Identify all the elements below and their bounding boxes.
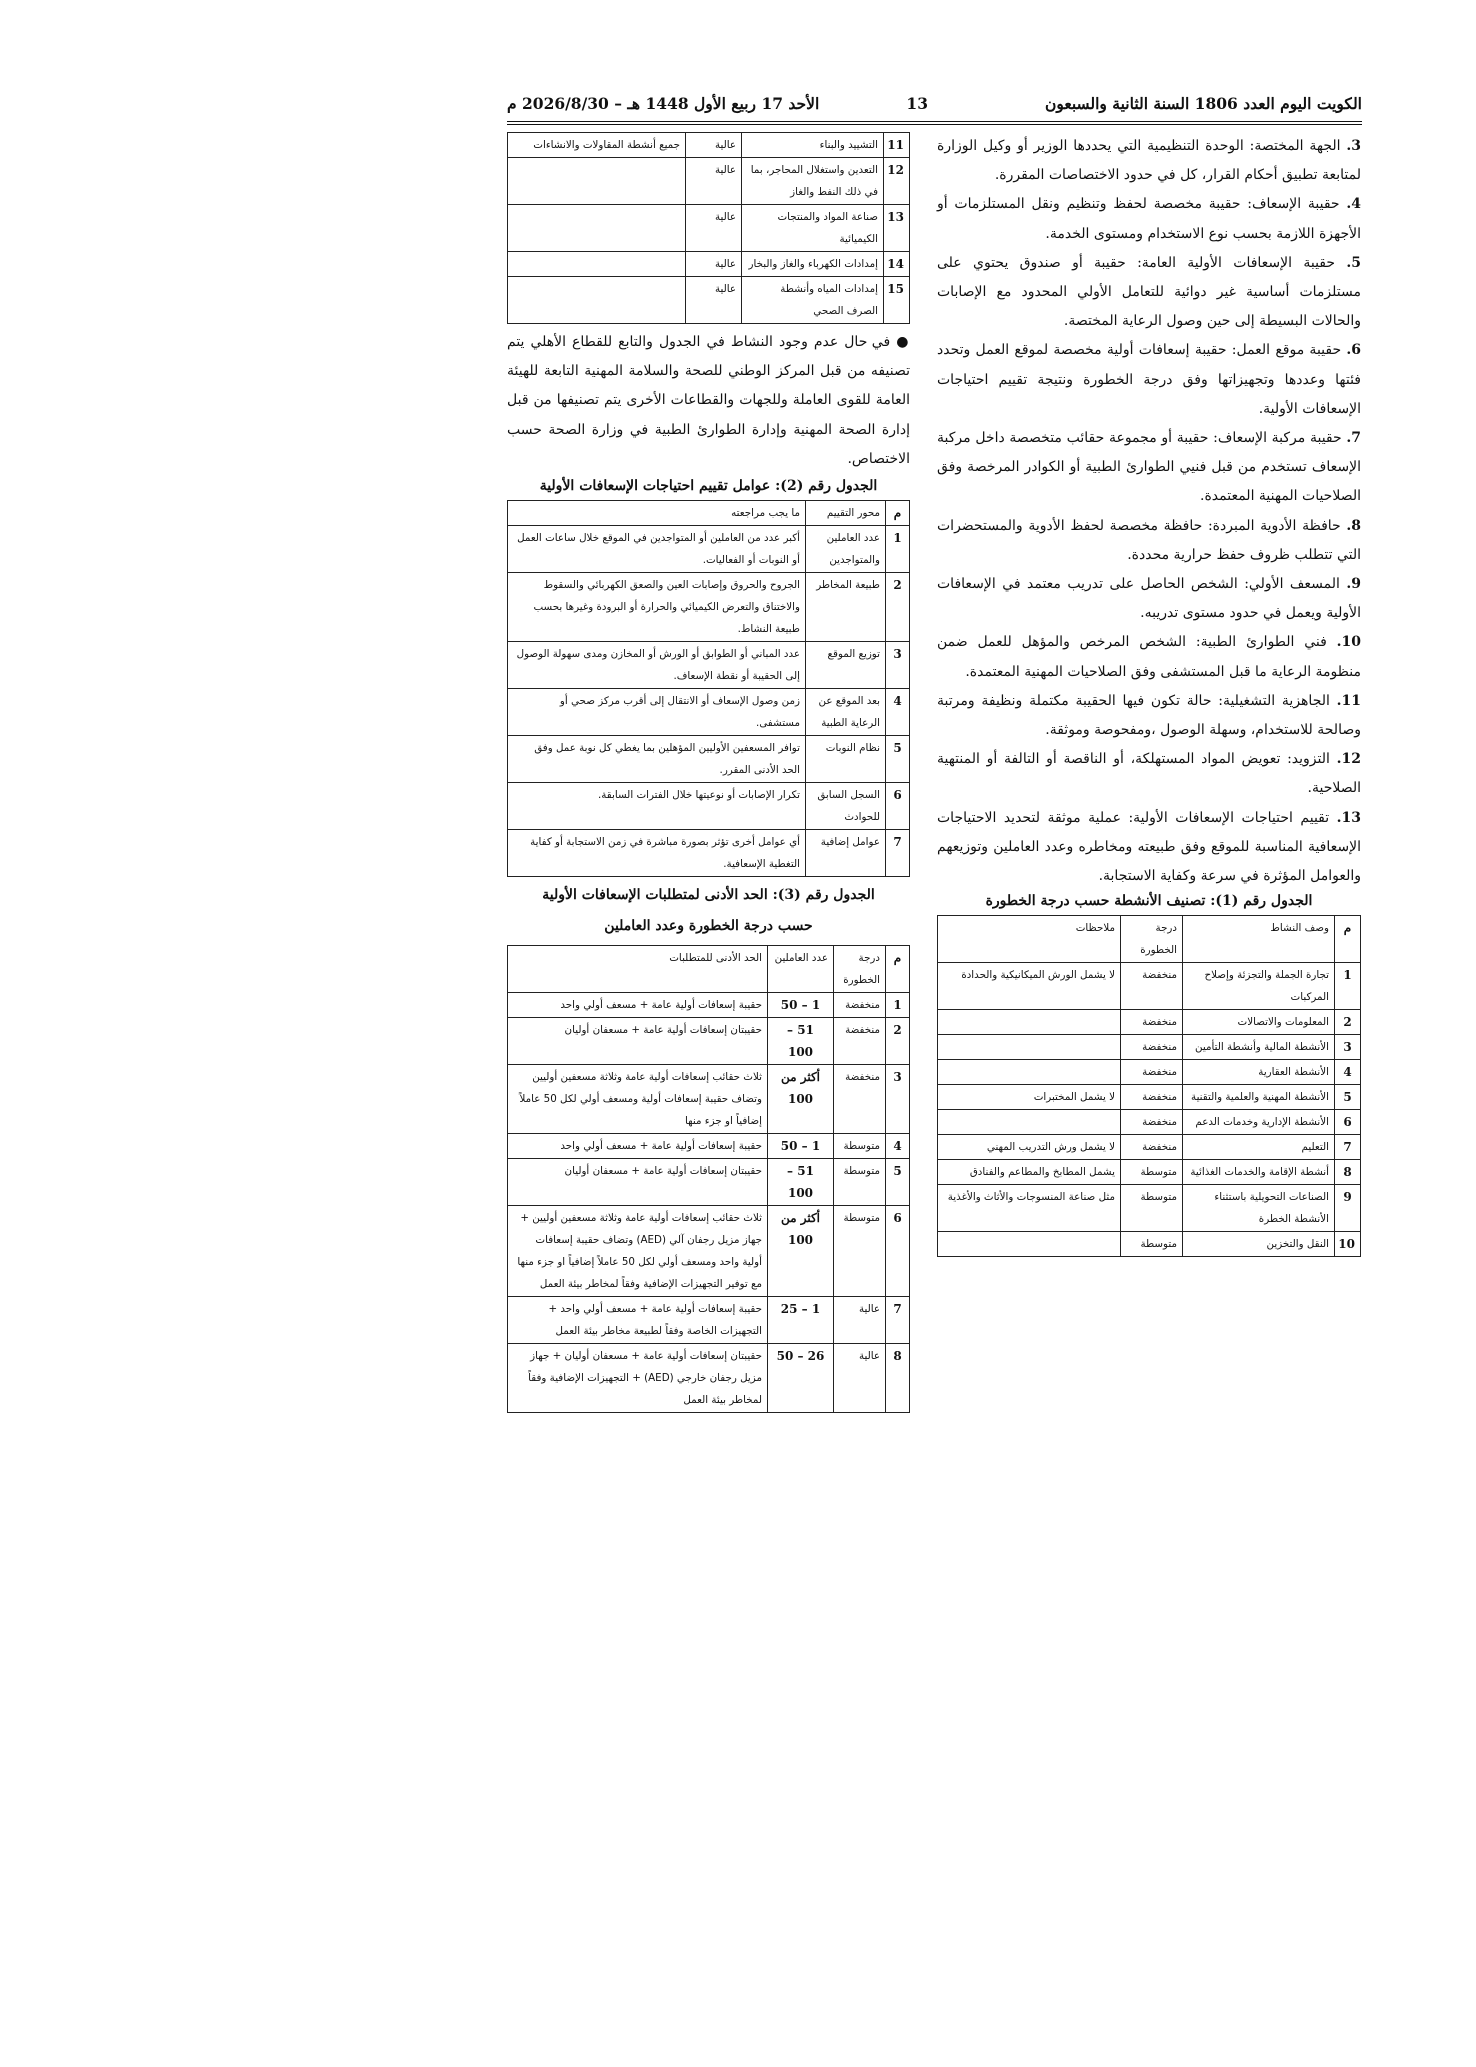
column-header: الحد الأدنى للمتطلبات [508, 946, 768, 993]
table-cell [938, 1060, 1121, 1085]
table-cell: متوسطة [1121, 1232, 1183, 1257]
definition-text: المسعف الأولي: الشخص الحاصل على تدريب معتمد في الإسعافات الأولية ويعمل في حدود مستوى تدريبه. [937, 576, 1361, 622]
page-number: 13 [906, 94, 928, 113]
definition-number: 10. [1336, 634, 1362, 651]
definition-item [937, 190, 1361, 248]
definitions-list [937, 132, 1361, 891]
table-cell: الصناعات التحويلية باستثناء الأنشطة الخطرة [1183, 1185, 1335, 1232]
page-header [507, 94, 1362, 120]
table-cell: منخفضة [1121, 963, 1183, 1010]
table-row [508, 277, 910, 324]
table-cell: عدد العاملين والمتواجدين [806, 526, 886, 573]
table-cell: حقيبة إسعافات أولية عامة + مسعف أولي واحد [508, 993, 768, 1018]
table-cell: عالية [686, 133, 742, 158]
table-cell [938, 1035, 1121, 1060]
table-row [508, 573, 910, 642]
table-cell: حقيبة إسعافات أولية عامة + مسعف أولي واحد [508, 1134, 768, 1159]
table-cell: النقل والتخزين [1183, 1232, 1335, 1257]
table-cell: منخفضة [834, 1065, 886, 1134]
table-cell: إمدادات الكهرباء والغاز والبخار [742, 252, 884, 277]
table2-title: الجدول رقم (2): عوامل تقييم احتياجات الإسعافات الأولية [539, 478, 878, 495]
table-row [508, 252, 910, 277]
table-cell: منخفضة [1121, 1135, 1183, 1160]
column-header: عدد العاملين [768, 946, 834, 993]
table-cell: 3 [1335, 1035, 1361, 1060]
definition-number: 7. [1346, 430, 1361, 447]
definition-text: حافظة الأدوية المبردة: حافظة مخصصة لحفظ الأدوية والمستحضرات التي تتطلب ظروف حفظ حرارية محددة. [937, 517, 1361, 563]
table-cell: التعليم [1183, 1135, 1335, 1160]
column-header: م [886, 501, 910, 526]
table-cell: 8 [1335, 1160, 1361, 1185]
definition-item [937, 132, 1361, 190]
table-cell: ثلاث حقائب إسعافات أولية عامة وثلاثة مسعفين أوليين + جهاز مزيل رجفان آلي (AED) وتضاف حقيبة إسعافات أولية واحد ومسعف أولي لكل 50 عاملاً إضافياً او جزء منها مع توفير التجهيزات الإضافية وفقاً لمخاطر بيئة العمل [508, 1206, 768, 1297]
table-row [938, 1160, 1361, 1185]
table-cell: 11 [884, 133, 910, 158]
table-cell: منخفضة [1121, 1085, 1183, 1110]
table-cell: أي عوامل أخرى تؤثر بصورة مباشرة في زمن الاستجابة أو كفاية التغطية الإسعافية. [508, 830, 806, 877]
table-cell: زمن وصول الإسعاف أو الانتقال إلى أقرب مركز صحي أو مستشفى. [508, 689, 806, 736]
table-cell: 3 [886, 642, 910, 689]
definition-item [937, 687, 1361, 745]
table-cell: أكبر عدد من العاملين أو المتواجدين في الموقع خلال ساعات العمل أو النوبات أو الفعاليات. [508, 526, 806, 573]
table1-title: الجدول رقم (1): تصنيف الأنشطة حسب درجة الخطورة [985, 893, 1313, 910]
table-cell: 12 [884, 158, 910, 205]
table-cell: 5 [1335, 1085, 1361, 1110]
table-cell: 2 [1335, 1010, 1361, 1035]
table1 [937, 915, 1361, 1257]
gazette-title: الكويت اليوم العدد 1806 السنة الثانية والسبعون [1045, 94, 1362, 113]
table-cell: السجل السابق للحوادث [806, 783, 886, 830]
table-row [508, 526, 910, 573]
table-cell: 51 – 100 [768, 1159, 834, 1206]
table-row [508, 783, 910, 830]
table-cell: ثلاث حقائب إسعافات أولية عامة وثلاثة مسعفين أوليين وتضاف حقيبة إسعافات أولية ومسعف أولي لكل 50 عاملاً إضافياً او جزء منها [508, 1065, 768, 1134]
table3-title: الجدول رقم (3): الحد الأدنى لمتطلبات الإسعافات الأولية [542, 887, 875, 904]
issue-date: الأحد 17 ربيع الأول 1448 هـ – 2026/8/30 م [507, 94, 820, 113]
table-cell: بعد الموقع عن الرعاية الطبية [806, 689, 886, 736]
table-cell: عوامل إضافية [806, 830, 886, 877]
table-row [508, 133, 910, 158]
definition-text: الجهة المختصة: الوحدة التنظيمية التي يحددها الوزير أو وكيل الوزارة لمتابعة تطبيق أحكام القرار، كل في حدود الاختصاصات المقررة. [937, 138, 1361, 184]
table-cell: منخفضة [834, 1018, 886, 1065]
definition-text: حقيبة الإسعافات الأولية العامة: حقيبة أو صندوق يحتوي على مستلزمات أساسية غير دوائية للتعامل الأولي المحدود مع الإصابات والحالات البسيطة إلى حين وصول الرعاية المختصة. [937, 254, 1361, 330]
table-cell: 15 [884, 277, 910, 324]
definition-number: 3. [1346, 138, 1362, 154]
table-cell [938, 1110, 1121, 1135]
table-cell: 5 [886, 1159, 910, 1206]
table-row [508, 830, 910, 877]
definition-text: تقييم احتياجات الإسعافات الأولية: عملية موثقة لتحديد الاحتياجات الإسعافية المناسبة للموقع وفق طبيعته ومخاطره وعدد العاملين وتوزيعهم والعوامل المؤثرة في سرعة وكفاية الاستجابة. [937, 809, 1361, 885]
table-cell: عالية [834, 1297, 886, 1344]
table-cell: عدد المباني أو الطوابق أو الورش أو المخازن ومدى سهولة الوصول إلى الحقيبة أو نقطة الإسعاف. [508, 642, 806, 689]
table-cell: عالية [686, 205, 742, 252]
definition-number: 9. [1346, 576, 1361, 593]
table-row [938, 963, 1361, 1010]
definition-text: حقيبة موقع العمل: حقيبة إسعافات أولية مخصصة لموقع العمل وتحدد فئتها وعددها وتجهيزاتها وفق درجة الخطورة ونتيجة تقييم احتياجات الإسعافات الأولية. [937, 342, 1361, 417]
table-cell: 10 [1335, 1232, 1361, 1257]
definition-number: 5. [1346, 254, 1362, 271]
table-cell: 2 [886, 573, 910, 642]
table-cell: لا يشمل المختبرات [938, 1085, 1121, 1110]
definition-item [937, 424, 1361, 512]
column-header: م [1335, 916, 1361, 963]
classification-note-text: في حال عدم وجود النشاط في الجدول والتابع للقطاع الأهلي يتم تصنيفه من قبل المركز الوطني للصحة والسلامة المهنية التابعة للهيئة العامة للقوى العاملة وللجهات والقطاعات الأخرى يتم تصنيفها من قبل إدارة الصحة المهنية وإدارة الطوارئ الطبية في وزارة الصحة حسب الاختصاص. [507, 334, 910, 467]
table-row [508, 158, 910, 205]
table-cell: 14 [884, 252, 910, 277]
table-cell: الأنشطة العقارية [1183, 1060, 1335, 1085]
table3-header-row [508, 946, 910, 993]
table-cell: متوسطة [1121, 1185, 1183, 1232]
table-cell: منخفضة [834, 993, 886, 1018]
table-cell: 26 – 50 [768, 1344, 834, 1413]
definition-item [937, 745, 1361, 803]
table-cell: متوسطة [834, 1134, 886, 1159]
table-row [938, 1110, 1361, 1135]
table-row [508, 1018, 910, 1065]
table-cell: التعدين واستغلال المحاجر، بما في ذلك النفط والغاز [742, 158, 884, 205]
table-cell: يشمل المطابخ والمطاعم والفنادق [938, 1160, 1121, 1185]
table-cell: منخفضة [1121, 1060, 1183, 1085]
table-cell [938, 1232, 1121, 1257]
table-row [508, 1206, 910, 1297]
table-row [938, 1060, 1361, 1085]
table-cell: 7 [1335, 1135, 1361, 1160]
table-row [508, 1297, 910, 1344]
table-cell: مثل صناعة المنسوجات والأثاث والأغذية [938, 1185, 1121, 1232]
table-row [508, 993, 910, 1018]
table-row [508, 736, 910, 783]
table-cell: 4 [886, 1134, 910, 1159]
column-header: ما يجب مراجعته [508, 501, 806, 526]
column-header: محور التقييم [806, 501, 886, 526]
definition-item [937, 249, 1361, 337]
table-cell: متوسطة [834, 1159, 886, 1206]
table-cell: توافر المسعفين الأوليين المؤهلين بما يغطي كل نوبة عمل وفق الحد الأدنى المقرر. [508, 736, 806, 783]
table-cell: 8 [886, 1344, 910, 1413]
right-column [937, 132, 1361, 1257]
definition-item [937, 570, 1361, 628]
table-cell [938, 1010, 1121, 1035]
definition-number: 4. [1346, 196, 1361, 213]
table-cell: الأنشطة المالية وأنشطة التأمين [1183, 1035, 1335, 1060]
table-cell: 5 [886, 736, 910, 783]
table-row [508, 689, 910, 736]
definition-text: فني الطوارئ الطبية: الشخص المرخص والمؤهل للعمل ضمن منظومة الرعاية ما قبل المستشفى وفق الصلاحيات المهنية المعتمدة. [937, 634, 1361, 680]
table-row [508, 642, 910, 689]
table-cell: 4 [886, 689, 910, 736]
table-cell: 6 [886, 783, 910, 830]
classification-note: ● في حال عدم وجود النشاط في الجدول والتابع للقطاع الأهلي يتم تصنيفه من قبل المركز الوطني للصحة والسلامة المهنية التابعة للهيئة العامة للقوى العاملة وللجهات والقطاعات الأخرى يتم تصنيفها من قبل إدارة الصحة المهنية وإدارة الطوارئ الطبية في وزارة الصحة حسب الاختصاص. [507, 334, 910, 467]
table-cell: الجروح والحروق وإصابات العين والصعق الكهربائي والسقوط والاختناق والتعرض الكيميائي والحرارة أو البرودة وغيرها بحسب طبيعة النشاط. [508, 573, 806, 642]
table-row [508, 1344, 910, 1413]
table-row [508, 1134, 910, 1159]
definition-text: حقيبة مركبة الإسعاف: حقيبة أو مجموعة حقائب متخصصة داخل مركبة الإسعاف تستخدم من قبل فنيي الطوارئ الطبية أو الكوادر المرخصة وفق الصلاحيات المهنية المعتمدة. [937, 430, 1361, 505]
definition-item [937, 512, 1361, 570]
table-cell: 1 – 50 [768, 1134, 834, 1159]
definition-number: 12. [1336, 751, 1361, 768]
table-cell: طبيعة المخاطر [806, 573, 886, 642]
table-cell: نظام النوبات [806, 736, 886, 783]
table-cell: حقيبتان إسعافات أولية عامة + مسعفان أوليان + جهاز مزيل رجفان خارجي (AED) + التجهيزات الإضافية وفقاً لمخاطر بيئة العمل [508, 1344, 768, 1413]
table-cell: لا يشمل ورش التدريب المهني [938, 1135, 1121, 1160]
table1-continued [507, 132, 910, 324]
table-row [508, 1065, 910, 1134]
table-cell: أنشطة الإقامة والخدمات الغذائية [1183, 1160, 1335, 1185]
table-cell: 3 [886, 1065, 910, 1134]
table-cell: 1 [886, 526, 910, 573]
table-cell: 6 [1335, 1110, 1361, 1135]
definition-item [937, 336, 1361, 424]
table2-header-row [508, 501, 910, 526]
table-cell [508, 205, 686, 252]
table-cell: منخفضة [1121, 1035, 1183, 1060]
definition-number: 11. [1336, 692, 1362, 709]
header-rule [507, 121, 1362, 122]
definition-item [937, 628, 1361, 686]
column-header: م [886, 946, 910, 993]
table-row [938, 1185, 1361, 1232]
table-cell: 1 [1335, 963, 1361, 1010]
table-cell: 7 [886, 830, 910, 877]
table-cell: متوسطة [1121, 1160, 1183, 1185]
table-cell: حقيبة إسعافات أولية عامة + مسعف أولي واحد + التجهيزات الخاصة وفقاً لطبيعة مخاطر بيئة العمل [508, 1297, 768, 1344]
table-cell: لا يشمل الورش الميكانيكية والحدادة [938, 963, 1121, 1010]
table-cell: التشييد والبناء [742, 133, 884, 158]
table-row [938, 1085, 1361, 1110]
definition-number: 13. [1336, 809, 1362, 826]
table-row [938, 1232, 1361, 1257]
table-cell: 9 [1335, 1185, 1361, 1232]
table-row [938, 1010, 1361, 1035]
table-cell: المعلومات والاتصالات [1183, 1010, 1335, 1035]
table-cell: عالية [686, 158, 742, 205]
table-cell: منخفضة [1121, 1010, 1183, 1035]
table-cell: عالية [686, 252, 742, 277]
table1-header-row [938, 916, 1361, 963]
table-cell: 13 [884, 205, 910, 252]
table-cell [508, 158, 686, 205]
table-cell: الأنشطة الإدارية وخدمات الدعم [1183, 1110, 1335, 1135]
table-cell: 1 [886, 993, 910, 1018]
table-cell [508, 277, 686, 324]
table-cell: عالية [834, 1344, 886, 1413]
table-row [938, 1035, 1361, 1060]
table-cell: 1 – 50 [768, 993, 834, 1018]
table3-subtitle: حسب درجة الخطورة وعدد العاملين [604, 918, 813, 935]
table-cell: توزيع الموقع [806, 642, 886, 689]
header-rule-thin [507, 124, 1362, 125]
table-cell: 4 [1335, 1060, 1361, 1085]
definition-text: حقيبة الإسعاف: حقيبة مخصصة لحفظ وتنظيم ونقل المستلزمات أو الأجهزة اللازمة بحسب نوع الاستخدام ومستوى الخدمة. [937, 196, 1361, 242]
table-cell: إمدادات المياه وأنشطة الصرف الصحي [742, 277, 884, 324]
left-column [507, 132, 910, 1413]
table-cell: أكثر من 100 [768, 1206, 834, 1297]
definition-text: الجاهزية التشغيلية: حالة تكون فيها الحقيبة مكتملة ونظيفة ومرتبة وصالحة للاستخدام، وسهلة الوصول ،ومفحوصة وموثقة. [937, 692, 1361, 739]
table2 [507, 500, 910, 877]
table-cell: تجارة الجملة والتجزئة وإصلاح المركبات [1183, 963, 1335, 1010]
table-cell: 6 [886, 1206, 910, 1297]
table3 [507, 945, 910, 1413]
table-cell: صناعة المواد والمنتجات الكيميائية [742, 205, 884, 252]
table-cell: 2 [886, 1018, 910, 1065]
table-cell: حقيبتان إسعافات أولية عامة + مسعفان أوليان [508, 1159, 768, 1206]
table-cell: حقيبتان إسعافات أولية عامة + مسعفان أوليان [508, 1018, 768, 1065]
column-header: درجة الخطورة [834, 946, 886, 993]
table-cell: منخفضة [1121, 1110, 1183, 1135]
table-cell: جميع أنشطة المقاولات والانشاءات [508, 133, 686, 158]
table-cell: متوسطة [834, 1206, 886, 1297]
column-header: ملاحظات [938, 916, 1121, 963]
definition-number: 8. [1346, 517, 1362, 534]
column-header: وصف النشاط [1183, 916, 1335, 963]
definition-text: التزويد: تعويض المواد المستهلكة، أو الناقصة أو التالفة أو المنتهية الصلاحية. [937, 751, 1361, 797]
table-cell: 51 – 100 [768, 1018, 834, 1065]
table-row [508, 205, 910, 252]
table-cell [508, 252, 686, 277]
definition-number: 6. [1346, 342, 1362, 359]
table-row [508, 1159, 910, 1206]
table-cell: تكرار الإصابات أو نوعيتها خلال الفترات السابقة. [508, 783, 806, 830]
table-cell: 7 [886, 1297, 910, 1344]
table-cell: 1 – 25 [768, 1297, 834, 1344]
table-cell: عالية [686, 277, 742, 324]
table-cell: الأنشطة المهنية والعلمية والتقنية [1183, 1085, 1335, 1110]
table-row [938, 1135, 1361, 1160]
definition-item [937, 804, 1361, 892]
table-cell: أكثر من 100 [768, 1065, 834, 1134]
column-header: درجة الخطورة [1121, 916, 1183, 963]
